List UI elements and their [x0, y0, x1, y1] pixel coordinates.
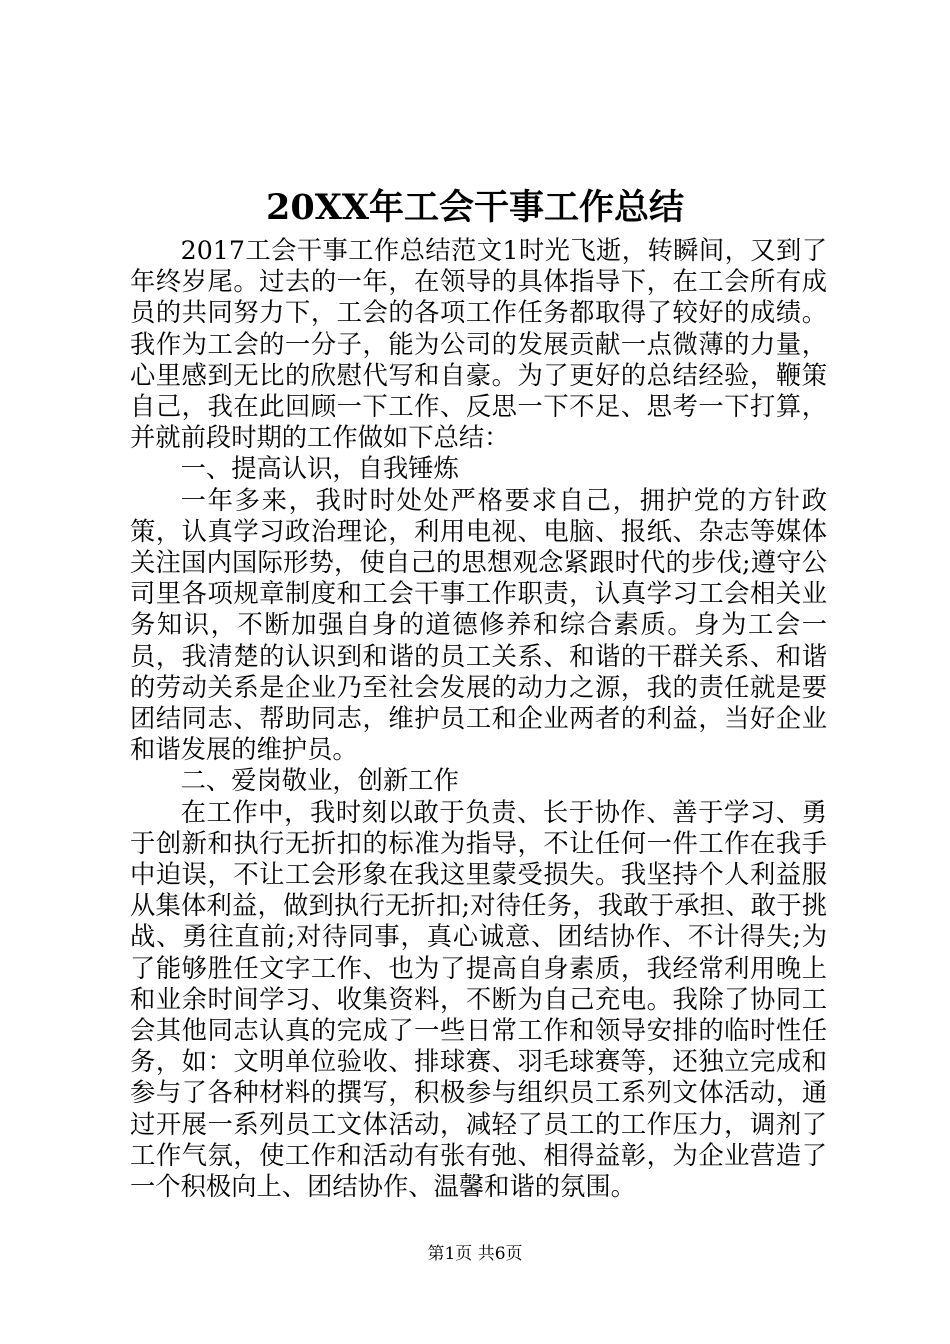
section-2-paragraph: 在工作中，我时刻以敢于负责、长于协作、善于学习、勇于创新和执行无折扣的标准为指导，不让任何一件工作在我手中迫误，不让工会形象在我这里蒙受损失。我坚持个人利益服从集体利益，做到执行无折扣;对待任务，我敢于承担、敢于挑战、勇往直前;对待同事，真心诚意、团结协作、不计得失;为了能够胜任文字工作、也为了提高自身素质，我经常利用晚上和业余时间学习、收集资料，不断为自己充电。我除了协同工会其他同志认真的完成了一些日常工作和领导安排的临时性任务，如：文明单位验收、排球赛、羽毛球赛等，还独立完成和参与了各种材料的撰写，积极参与组织员工系列文体活动，通过开展一系列员工文体活动，减轻了员工的工作压力，调剂了工作气氛，使工作和活动有张有弛、相得益彰，为企业营造了一个积极向上、团结协作、温馨和谐的氛围。: [130, 797, 827, 1202]
document-body: [130, 235, 827, 1202]
section-heading-2: 二、爱岗敬业，创新工作: [180, 766, 459, 796]
document-title: 20XX年工会干事工作总结: [265, 187, 685, 228]
page-number-footer: 第1页 共6页: [427, 1244, 523, 1264]
section-1-paragraph: 一年多来，我时时处处严格要求自己，拥护党的方针政策，认真学习政治理论，利用电视、电脑、报纸、杂志等媒体关注国内国际形势，使自己的思想观念紧跟时代的步伐;遵守公司里各项规章制度和工会干事工作职责，认真学习工会相关业务知识，不断加强自身的道德修养和综合素质。身为工会一员，我清楚的认识到和谐的员工关系、和谐的干群关系、和谐的劳动关系是企业乃至社会发展的动力之源，我的责任就是要团结同志、帮助同志，维护员工和企业两者的利益，当好企业和谐发展的维护员。: [130, 485, 827, 765]
section-heading-1: 一、提高认识，自我锤炼: [180, 454, 459, 484]
intro-paragraph: 2017工会干事工作总结范文1时光飞逝，转瞬间，又到了年终岁尾。过去的一年，在领导的具体指导下，在工会所有成员的共同努力下，工会的各项工作任务都取得了较好的成绩。我作为工会的一分子，能为公司的发展贡献一点微薄的力量，心里感到无比的欣慰代写和自豪。为了更好的总结经验，鞭策自己，我在此回顾一下工作、反思一下不足、思考一下打算，并就前段时期的工作做如下总结：: [130, 236, 827, 453]
